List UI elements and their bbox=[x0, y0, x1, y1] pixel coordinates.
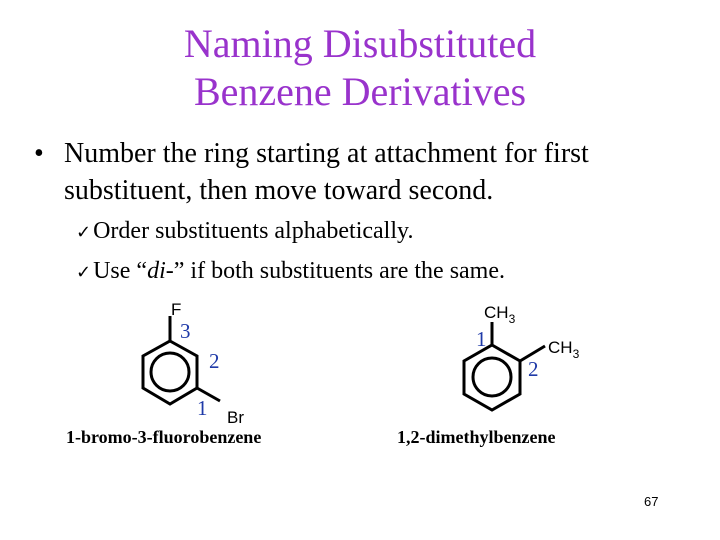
molecule-1-name: 1-bromo-3-fluorobenzene bbox=[66, 427, 262, 447]
ring-number-2: 2 bbox=[209, 349, 220, 373]
atom-methyl-right bbox=[548, 338, 580, 361]
checkmark-icon: ✓ bbox=[76, 222, 92, 243]
sub-bullet-di-pre: Use “ bbox=[93, 258, 148, 284]
sub-bullet-di-post: ” if both substituents are the same. bbox=[173, 258, 506, 284]
title-line-2: Benzene Derivatives bbox=[193, 69, 527, 114]
molecule-2-name: 1,2-dimethylbenzene bbox=[397, 427, 556, 447]
sub-bullet-order-text: Order substituents alphabetically. bbox=[93, 218, 414, 244]
methyl-top-symbol: CH bbox=[484, 303, 509, 322]
methyl-right-symbol: CH bbox=[548, 338, 573, 357]
page-number: 67 bbox=[644, 494, 659, 509]
title-line-1: Naming Disubstituted bbox=[183, 21, 537, 66]
molecule-2-structure bbox=[464, 303, 580, 410]
atom-fluorine: F bbox=[171, 300, 182, 319]
ring-number-1: 1 bbox=[197, 396, 208, 420]
atom-methyl-top bbox=[484, 303, 516, 326]
methyl-top-subscript: 3 bbox=[508, 312, 516, 326]
bullet-text: Number the ring starting at attachment for first substituent, then move toward second. bbox=[64, 138, 589, 206]
checkmark-icon: ✓ bbox=[76, 262, 92, 283]
atom-bromine: Br bbox=[227, 408, 244, 427]
ring-number-2-second: 2 bbox=[528, 357, 539, 381]
ring-number-3: 3 bbox=[180, 319, 191, 343]
ring-number-1-second: 1 bbox=[476, 327, 487, 351]
bullet-dot-icon: • bbox=[34, 138, 44, 169]
aromatic-circle-2 bbox=[473, 358, 511, 396]
methyl-right-subscript: 3 bbox=[572, 347, 580, 361]
aromatic-circle-1 bbox=[151, 353, 189, 391]
sub-bullet-di-em: di- bbox=[147, 258, 174, 284]
molecule-1-structure bbox=[143, 300, 244, 427]
